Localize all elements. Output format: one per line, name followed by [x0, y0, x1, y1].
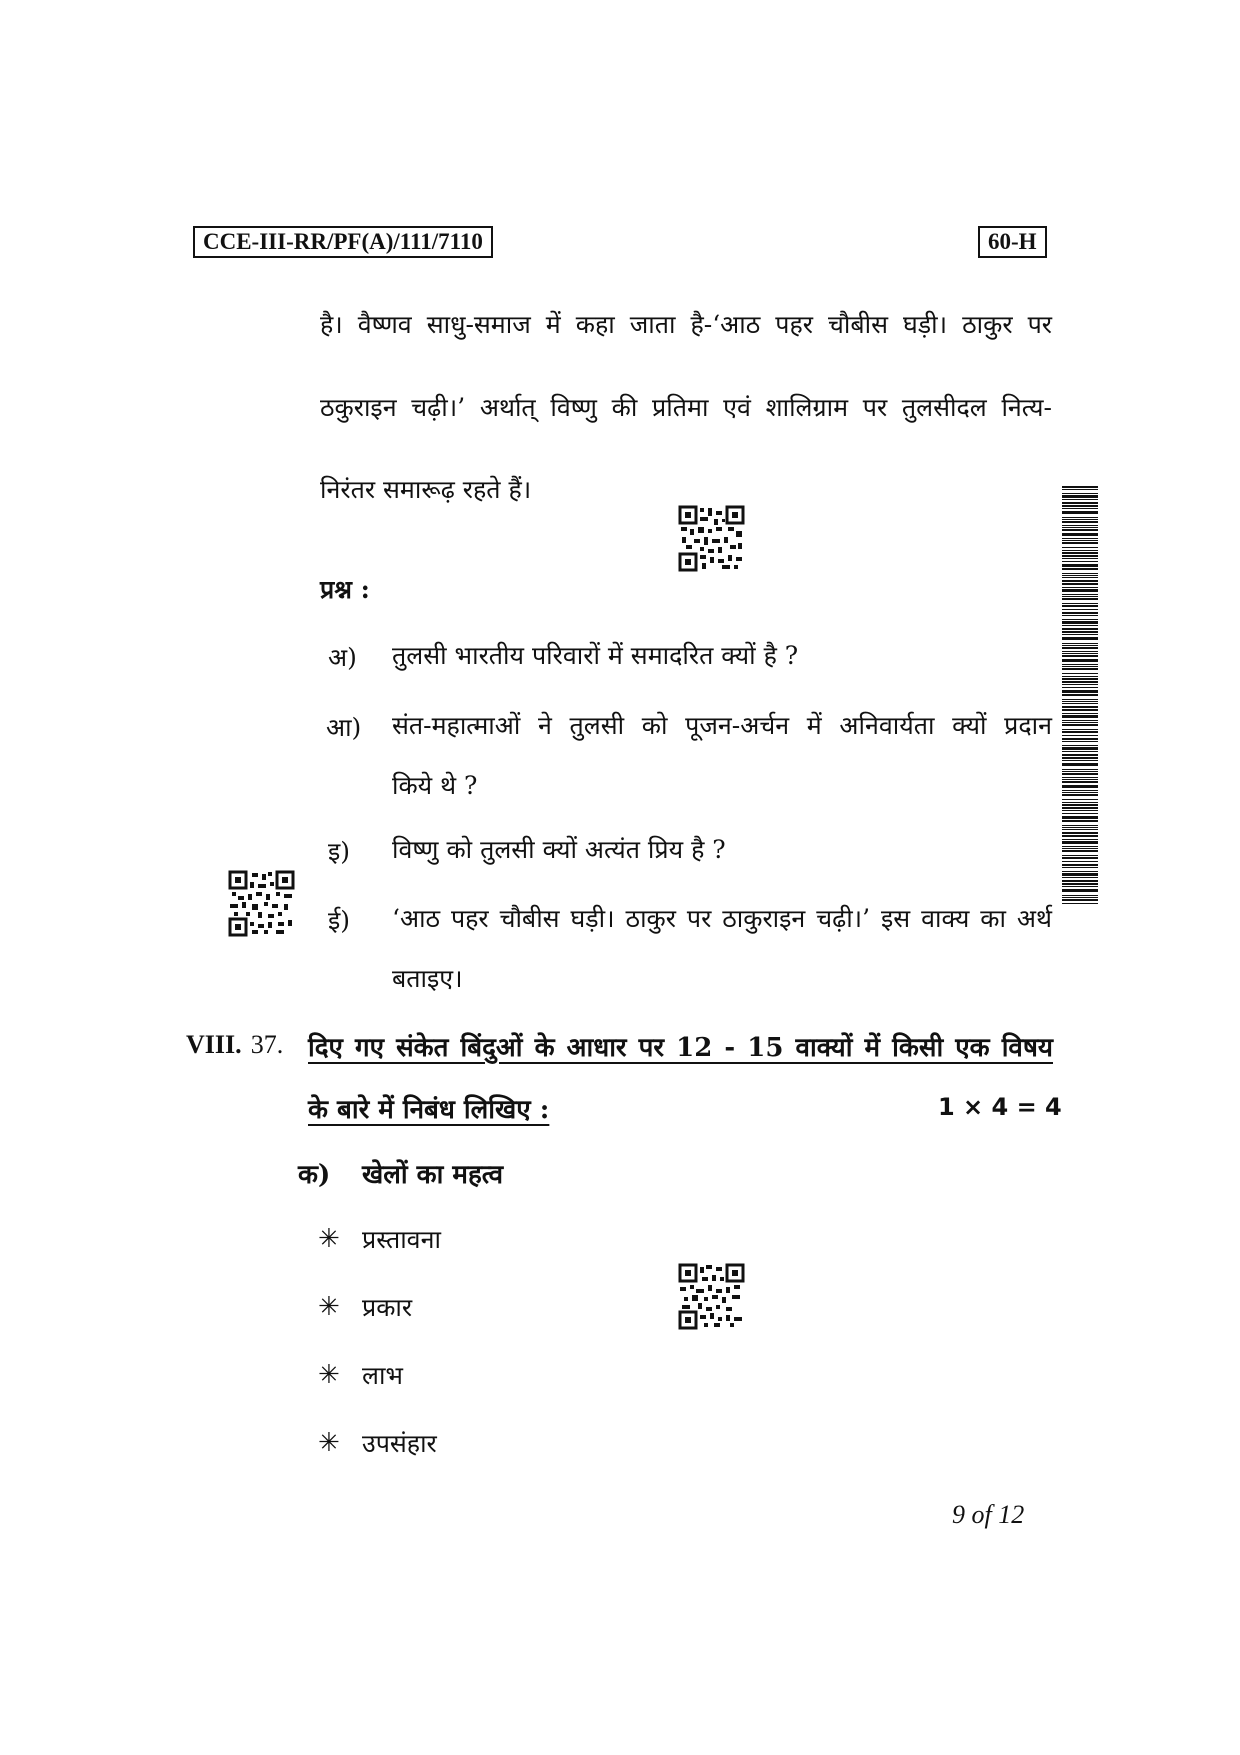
- barcode-bar: [1062, 542, 1098, 544]
- bullet-icon: ✳: [318, 1224, 340, 1254]
- barcode-bar: [1062, 561, 1098, 562]
- barcode-bar: [1062, 799, 1098, 800]
- barcode-bar: [1062, 745, 1098, 746]
- essay-point: लाभ: [362, 1361, 404, 1390]
- passage-line-2: ठकुराइन चढ़ी।’ अर्थात् विष्णु की प्रतिमा एवं शालिग्राम पर तुलसीदल नित्य-: [320, 393, 1052, 422]
- barcode-bar: [1062, 612, 1098, 614]
- barcode-bar: [1062, 747, 1098, 750]
- barcode-bar: [1062, 807, 1098, 809]
- barcode-bar: [1062, 552, 1098, 554]
- essay-option-marker: क): [298, 1160, 331, 1190]
- barcode-bar: [1062, 619, 1098, 620]
- barcode-bar: [1062, 701, 1098, 702]
- essay-title: खेलों का महत्व: [362, 1160, 504, 1190]
- barcode-bar: [1062, 738, 1098, 740]
- barcode-bar: [1062, 897, 1098, 898]
- qr-code-icon: [678, 1263, 745, 1330]
- barcode-bar: [1062, 637, 1098, 640]
- barcode-bar: [1062, 841, 1098, 844]
- barcode-bar: [1062, 651, 1098, 652]
- barcode-bar: [1062, 634, 1098, 635]
- section-instruction-line-2: के बारे में निबंध लिखिए :: [308, 1095, 550, 1125]
- barcode-bar: [1062, 899, 1098, 901]
- question-marker: अ): [328, 643, 357, 672]
- barcode-bar: [1062, 779, 1098, 780]
- barcode-bar: [1062, 839, 1098, 840]
- section-roman-number: VIII.: [186, 1030, 242, 1059]
- barcode-bar: [1062, 647, 1098, 649]
- barcode-bar: [1062, 676, 1098, 677]
- barcode-bar: [1062, 802, 1098, 803]
- barcode-bar: [1062, 699, 1098, 700]
- barcode-bar: [1062, 533, 1098, 536]
- barcode-bar: [1062, 605, 1098, 607]
- essay-point: प्रकार: [362, 1293, 413, 1322]
- barcode-bar: [1062, 763, 1098, 766]
- barcode-bar: [1062, 867, 1098, 868]
- barcode-bar: [1062, 757, 1098, 759]
- barcode-bar: [1062, 804, 1098, 806]
- barcode-bar: [1062, 816, 1098, 819]
- barcode-bar: [1062, 594, 1098, 595]
- barcode-bar: [1062, 502, 1098, 504]
- barcode-bar: [1062, 883, 1098, 885]
- page-number: 9 of 12: [952, 1500, 1025, 1529]
- barcode-bar: [1062, 720, 1098, 721]
- barcode-bar: [1062, 703, 1098, 704]
- bullet-icon: ✳: [318, 1360, 340, 1390]
- barcode-bar: [1062, 827, 1098, 828]
- barcode-bar: [1062, 810, 1098, 811]
- barcode-bar: [1062, 731, 1098, 733]
- barcode-bar: [1062, 575, 1098, 576]
- question-text: विष्णु को तुलसी क्यों अत्यंत प्रिय है ?: [392, 835, 726, 864]
- barcode-bar: [1062, 794, 1098, 796]
- barcode-bar: [1062, 645, 1098, 646]
- barcode-bar: [1062, 832, 1098, 834]
- question-text: ‘आठ पहर चौबीस घड़ी। ठाकुर पर ठाकुराइन चढ़ी।’ इस वाक्य का अर्थ: [392, 904, 1052, 933]
- barcode-bar: [1062, 709, 1098, 711]
- marks-allocation: 1 × 4 = 4: [938, 1093, 1062, 1121]
- barcode-bar: [1062, 848, 1098, 849]
- barcode-bar: [1062, 813, 1098, 814]
- barcode-bar: [1062, 706, 1098, 708]
- barcode-icon: [1062, 486, 1098, 904]
- barcode-bar: [1062, 527, 1098, 528]
- barcode-bar: [1062, 529, 1098, 531]
- barcode-bar: [1062, 673, 1098, 674]
- barcode-bar: [1062, 886, 1098, 887]
- question-marker: आ): [326, 713, 362, 742]
- barcode-bar: [1062, 603, 1098, 604]
- barcode-bar: [1062, 777, 1098, 778]
- barcode-bar: [1062, 587, 1098, 588]
- barcode-bar: [1062, 846, 1098, 847]
- barcode-bar: [1062, 754, 1098, 756]
- barcode-bar: [1062, 625, 1098, 626]
- barcode-bar: [1062, 724, 1098, 726]
- barcode-bar: [1062, 547, 1098, 548]
- barcode-bar: [1062, 508, 1098, 509]
- barcode-bar: [1062, 684, 1098, 685]
- barcode-bar: [1062, 558, 1098, 559]
- barcode-bar: [1062, 577, 1098, 578]
- passage-line-1: है। वैष्णव साधु-समाज में कहा जाता है-‘आठ पहर चौबीस घड़ी। ठाकुर पर: [320, 310, 1052, 339]
- barcode-bar: [1062, 820, 1098, 822]
- barcode-bar: [1062, 659, 1098, 662]
- barcode-bar: [1062, 829, 1098, 830]
- question-text: तुलसी भारतीय परिवारों में समादरित क्यों है ?: [392, 641, 799, 670]
- barcode-bar: [1062, 486, 1098, 488]
- barcode-bar: [1062, 631, 1098, 633]
- barcode-bar: [1062, 713, 1098, 714]
- barcode-bar: [1062, 598, 1098, 600]
- barcode-bar: [1062, 495, 1098, 498]
- paper-code-badge: 60-H: [978, 226, 1047, 258]
- barcode-bar: [1062, 715, 1098, 718]
- barcode-bar: [1062, 538, 1098, 539]
- barcode-bar: [1062, 589, 1098, 592]
- barcode-bar: [1062, 678, 1098, 680]
- barcode-bar: [1062, 493, 1098, 494]
- barcode-bar: [1062, 564, 1098, 567]
- barcode-bar: [1062, 773, 1098, 775]
- barcode-bar: [1062, 489, 1098, 490]
- barcode-bar: [1062, 895, 1098, 896]
- section-header: [186, 1030, 283, 1060]
- barcode-bar: [1062, 615, 1098, 616]
- barcode-bar: [1062, 573, 1098, 574]
- barcode-bar: [1062, 550, 1098, 551]
- barcode-bar: [1062, 525, 1098, 526]
- barcode-bar: [1062, 555, 1098, 557]
- qr-code-icon: [678, 505, 745, 572]
- barcode-bar: [1062, 628, 1098, 630]
- barcode-bar: [1062, 792, 1098, 793]
- barcode-bar: [1062, 729, 1098, 730]
- barcode-bar: [1062, 499, 1098, 500]
- barcode-bar: [1062, 873, 1098, 876]
- barcode-bar: [1062, 760, 1098, 761]
- barcode-bar: [1062, 785, 1098, 788]
- question-text-continued: बताइए।: [392, 964, 463, 993]
- question-marker: इ): [328, 837, 351, 866]
- barcode-bar: [1062, 889, 1098, 892]
- qr-code-icon: [228, 870, 295, 937]
- barcode-bar: [1062, 781, 1098, 783]
- passage-line-3: निरंतर समारूढ़ रहते हैं।: [320, 475, 532, 504]
- barcode-bar: [1062, 643, 1098, 644]
- question-number: 37.: [250, 1030, 284, 1059]
- barcode-bar: [1062, 694, 1098, 696]
- barcode-bar: [1062, 519, 1098, 520]
- barcode-bar: [1062, 521, 1098, 523]
- barcode-bar: [1062, 540, 1098, 541]
- barcode-bar: [1062, 655, 1098, 657]
- barcode-bar: [1062, 835, 1098, 837]
- barcode-bar: [1062, 580, 1098, 582]
- barcode-bar: [1062, 903, 1098, 904]
- question-text-continued: किये थे ?: [392, 771, 478, 800]
- barcode-bar: [1062, 857, 1098, 859]
- barcode-bar: [1062, 871, 1098, 872]
- barcode-bar: [1062, 681, 1098, 683]
- barcode-bar: [1062, 855, 1098, 856]
- barcode-bar: [1062, 741, 1098, 742]
- essay-point: उपसंहार: [362, 1429, 437, 1458]
- barcode-bar: [1062, 621, 1098, 624]
- barcode-bar: [1062, 664, 1098, 665]
- bullet-icon: ✳: [318, 1292, 340, 1322]
- barcode-bar: [1062, 864, 1098, 866]
- barcode-bar: [1062, 850, 1098, 852]
- barcode-bar: [1062, 790, 1098, 791]
- barcode-bar: [1062, 771, 1098, 772]
- bullet-icon: ✳: [318, 1428, 340, 1458]
- barcode-bar: [1062, 517, 1098, 518]
- barcode-bar: [1062, 861, 1098, 862]
- barcode-bar: [1062, 690, 1098, 693]
- question-marker: ई): [328, 906, 351, 935]
- barcode-bar: [1062, 877, 1098, 878]
- barcode-bar: [1062, 687, 1098, 688]
- barcode-bar: [1062, 825, 1098, 826]
- barcode-bar: [1062, 668, 1098, 670]
- barcode-bar: [1062, 596, 1098, 597]
- barcode-bar: [1062, 880, 1098, 882]
- barcode-bar: [1062, 751, 1098, 752]
- barcode-bar: [1062, 505, 1098, 507]
- barcode-bar: [1062, 769, 1098, 770]
- barcode-bar: [1062, 568, 1098, 570]
- questions-label: प्रश्न :: [320, 575, 370, 604]
- barcode-bar: [1062, 511, 1098, 514]
- barcode-bar: [1062, 735, 1098, 736]
- barcode-bar: [1062, 666, 1098, 667]
- barcode-bar: [1062, 722, 1098, 723]
- essay-point: प्रस्तावना: [362, 1225, 441, 1254]
- barcode-bar: [1062, 583, 1098, 585]
- barcode-bar: [1062, 653, 1098, 654]
- question-paper-code: CCE-III-RR/PF(A)/111/7110: [193, 226, 493, 258]
- question-text: संत-महात्माओं ने तुलसी को पूजन-अर्चन में अनिवार्यता क्यों प्रदान: [392, 711, 1052, 740]
- barcode-bar: [1062, 609, 1098, 610]
- section-instruction-line-1: दिए गए संकेत बिंदुओं के आधार पर 12 - 15 वाक्यों में किसी एक विषय: [308, 1033, 1053, 1063]
